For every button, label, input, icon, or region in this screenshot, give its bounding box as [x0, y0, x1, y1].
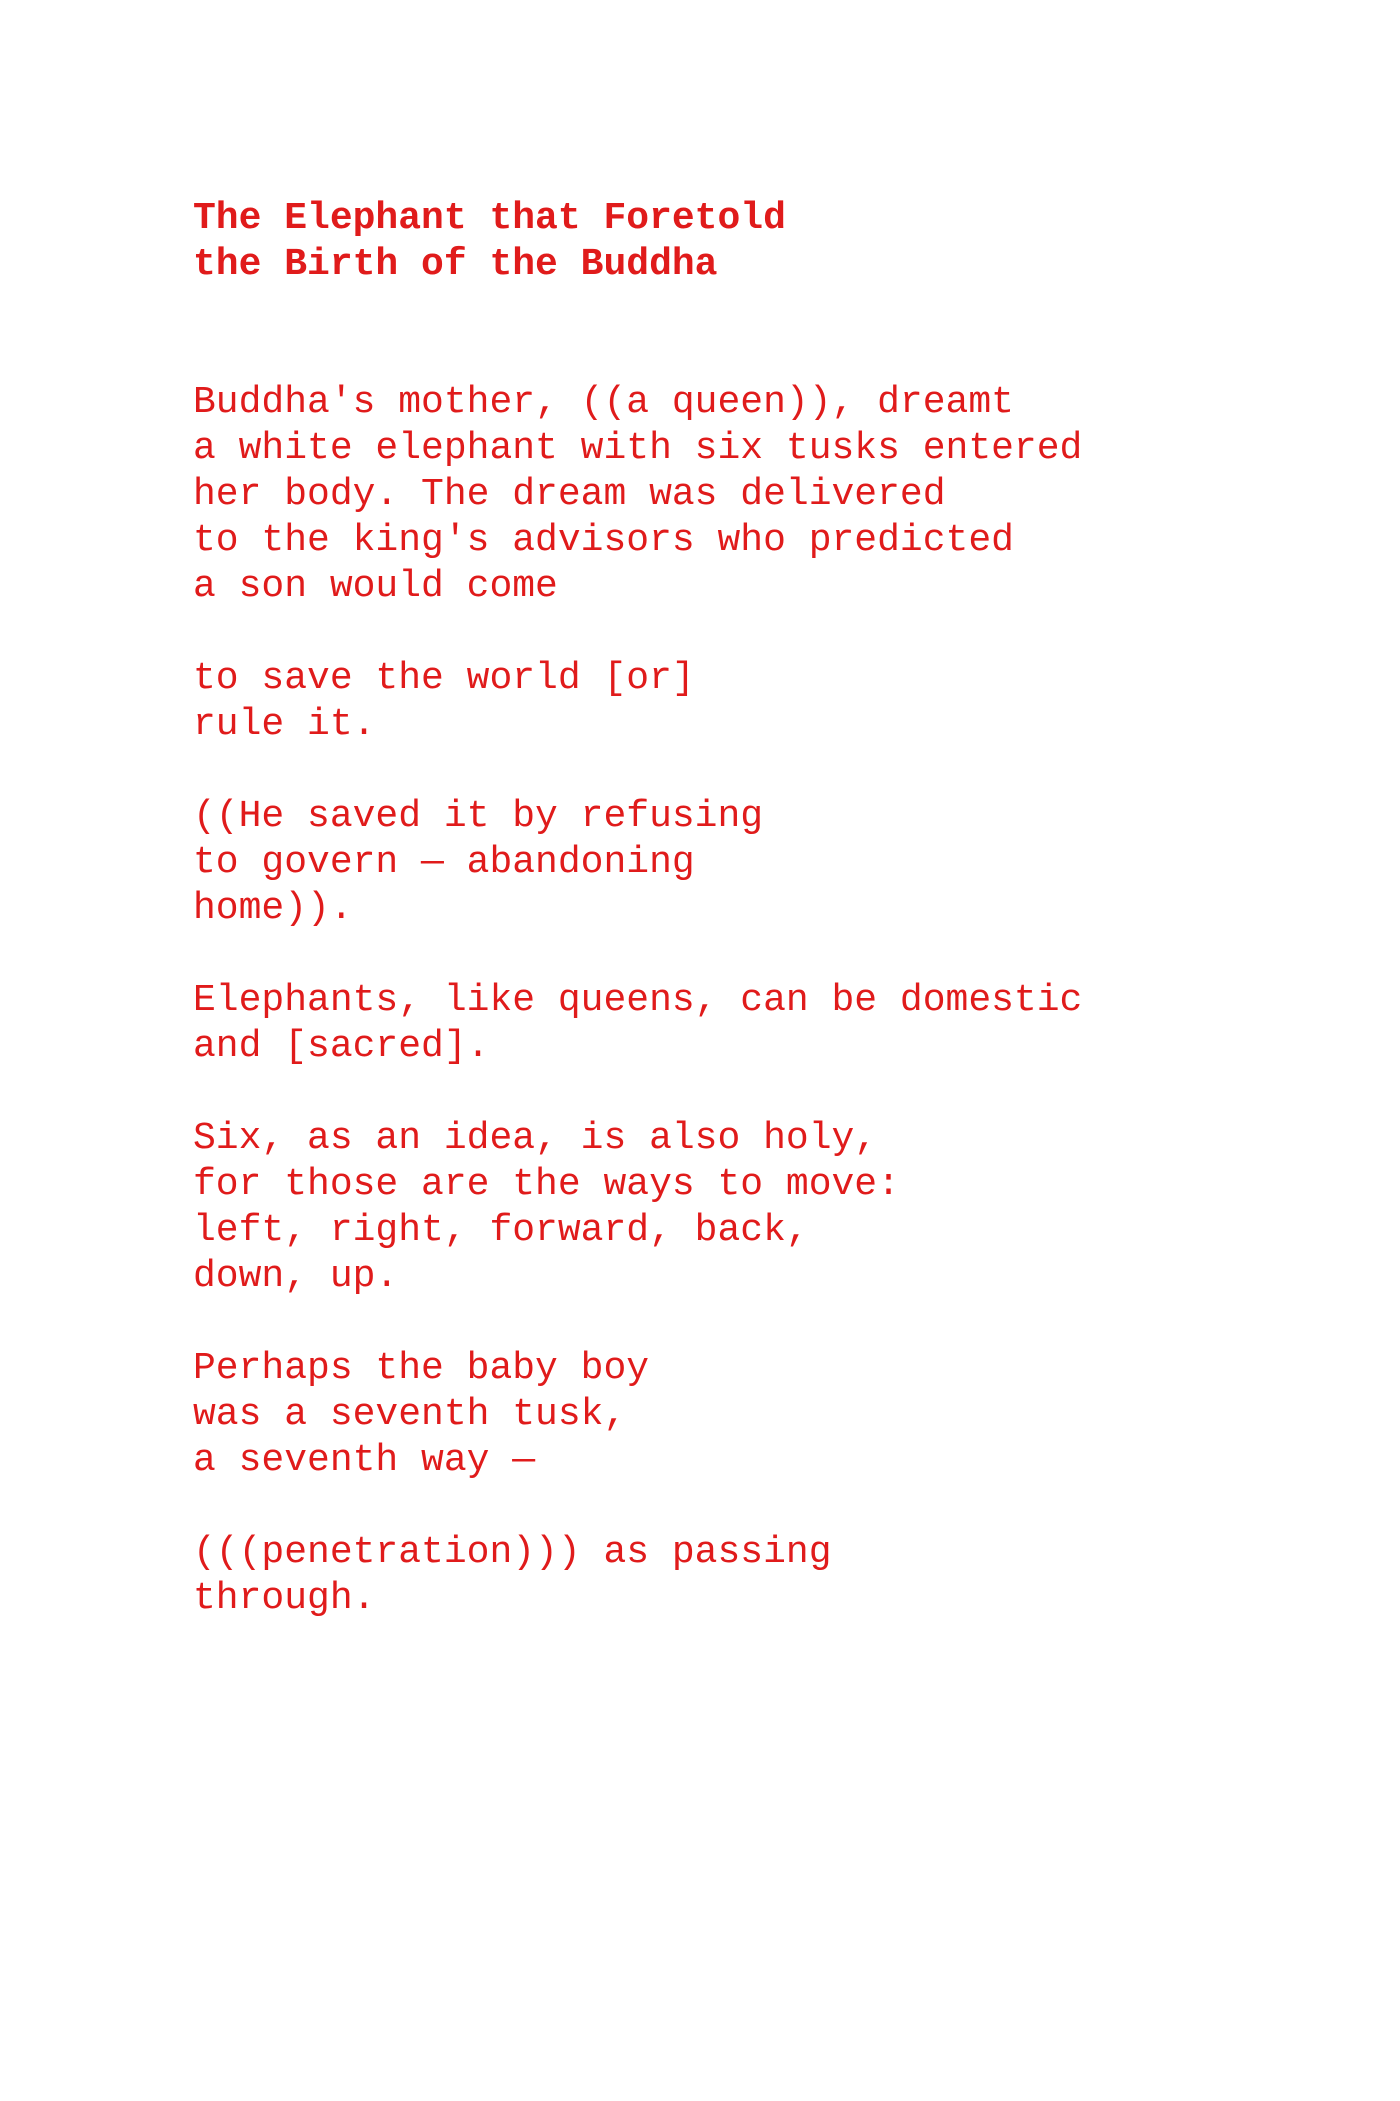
- poem-line: her body. The dream was delivered: [193, 473, 946, 516]
- poem-line: left, right, forward, back,: [193, 1209, 809, 1252]
- poem: [193, 196, 1293, 1668]
- stanza-6: [193, 1346, 1293, 1484]
- poem-line: a white elephant with six tusks entered: [193, 427, 1083, 470]
- poem-line: Buddha's mother, ((a queen)), dreamt: [193, 381, 1014, 424]
- poem-line: for those are the ways to move:: [193, 1163, 900, 1206]
- poem-line: Six, as an idea, is also holy,: [193, 1117, 878, 1160]
- poem-body: [193, 380, 1293, 1622]
- poem-line: rule it.: [193, 703, 376, 746]
- poem-line: Perhaps the baby boy: [193, 1347, 650, 1390]
- poem-line: to govern — abandoning: [193, 841, 695, 884]
- poem-title: [193, 196, 1293, 288]
- poem-line: (((penetration))) as passing: [193, 1531, 832, 1574]
- poem-line: a son would come: [193, 565, 558, 608]
- stanza-1: [193, 380, 1293, 610]
- poem-line: Elephants, like queens, can be domestic: [193, 979, 1083, 1022]
- poem-line: to the king's advisors who predicted: [193, 519, 1014, 562]
- stanza-5: [193, 1116, 1293, 1300]
- poem-title-line: the Birth of the Buddha: [193, 243, 718, 286]
- poem-line: to save the world [or]: [193, 657, 695, 700]
- poem-line: ((He saved it by refusing: [193, 795, 764, 838]
- stanza-3: [193, 794, 1293, 932]
- poem-line: through.: [193, 1577, 376, 1620]
- stanza-2: [193, 656, 1293, 748]
- poem-title-line: The Elephant that Foretold: [193, 197, 786, 240]
- stanza-4: [193, 978, 1293, 1070]
- poem-line: down, up.: [193, 1255, 399, 1298]
- poem-line: a seventh way —: [193, 1439, 536, 1482]
- stanza-7: [193, 1530, 1293, 1622]
- poem-line: home)).: [193, 887, 353, 930]
- poem-line: was a seventh tusk,: [193, 1393, 627, 1436]
- poem-line: and [sacred].: [193, 1025, 490, 1068]
